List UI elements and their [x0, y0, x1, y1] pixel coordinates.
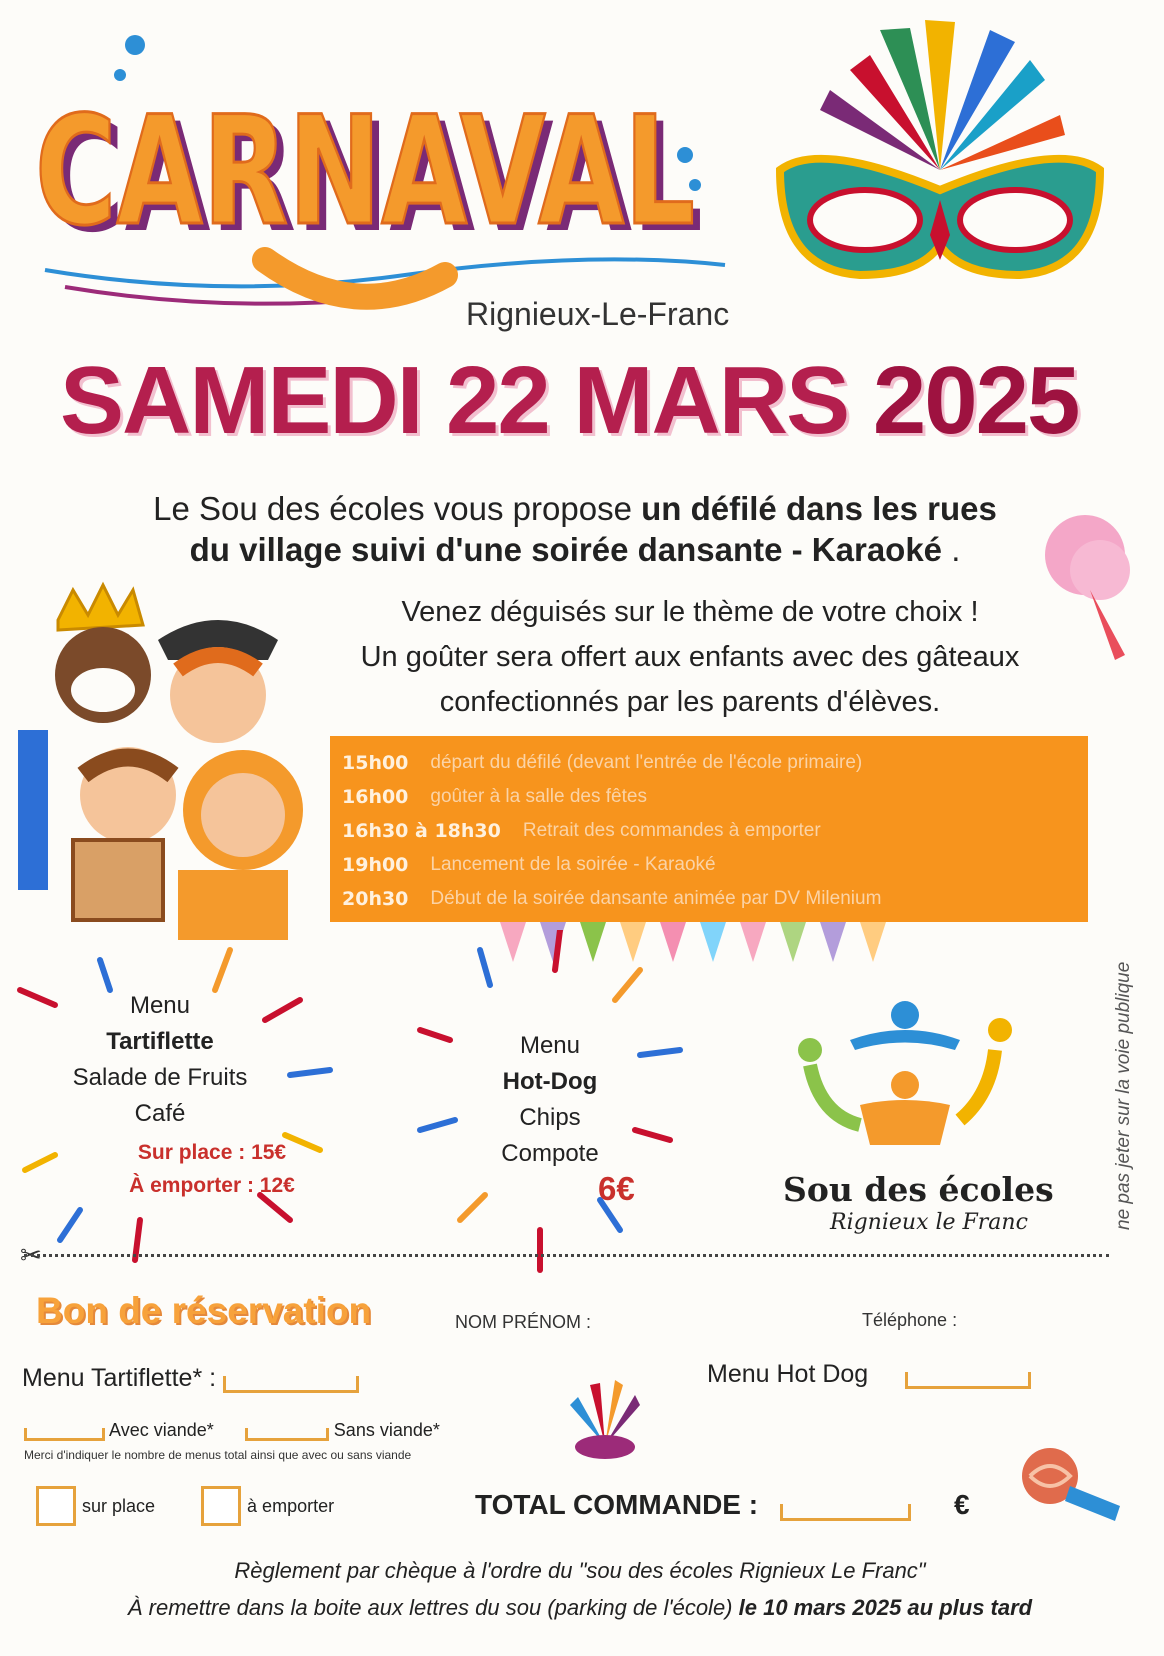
total-row — [475, 1489, 911, 1521]
schedule-row — [342, 746, 1076, 780]
footer-line1: Règlement par chèque à l'ordre du "sou des écoles Rignieux Le Franc" — [234, 1558, 926, 1583]
service-options-row — [36, 1486, 334, 1526]
footer-text — [40, 1552, 1120, 1626]
intro-line2-end: . — [942, 531, 961, 568]
details-line: confectionnés par les parents d'élèves. — [439, 686, 941, 718]
schedule-text: Début de la soirée dansante animée par DV Milenium — [430, 888, 882, 909]
intro-text — [60, 488, 1090, 570]
tartiflette-order-row — [22, 1364, 359, 1393]
carnival-mask-illustration — [760, 20, 1120, 320]
hotdog-quantity-field[interactable] — [905, 1372, 1031, 1389]
phone-label: Téléphone : — [862, 1310, 958, 1330]
with-meat-label: Avec viande* — [109, 1420, 214, 1440]
party-horn-icon — [1015, 1446, 1135, 1526]
hotdog-order-row — [707, 1360, 1031, 1389]
reservation-title: Bon de réservation — [36, 1290, 372, 1331]
org-name: Sou des écoles — [783, 1170, 1054, 1209]
with-meat-field[interactable] — [24, 1428, 105, 1441]
scissors-icon: ✂ — [20, 1240, 42, 1270]
schedule-text: goûter à la salle des fêtes — [430, 786, 647, 807]
intro-line1-plain: Le Sou des écoles vous propose — [153, 490, 642, 527]
schedule-text: Retrait des commandes à emporter — [522, 820, 821, 841]
cut-line — [24, 1254, 1109, 1257]
menu-item: Compote — [501, 1140, 599, 1167]
takeaway-label: à emporter — [247, 1495, 335, 1516]
tartiflette-quantity-field[interactable] — [223, 1376, 359, 1393]
menu-dish: Tartiflette — [106, 1028, 214, 1055]
intro-line1-bold: un défilé dans les rues — [641, 490, 997, 527]
location-subtitle: Rignieux-Le-Franc — [466, 296, 730, 332]
details-text — [290, 590, 1090, 725]
schedule-time: 15h00 — [342, 752, 409, 774]
kids-costume-illustration — [18, 580, 318, 940]
onsite-checkbox[interactable] — [36, 1486, 76, 1526]
event-date — [60, 346, 1078, 456]
schedule-row — [342, 814, 1076, 848]
name-label: NOM PRÉNOM : — [455, 1312, 592, 1332]
footer-line2-plain: À remettre dans la boite aux lettres du sou (parking de l'école) — [127, 1595, 739, 1620]
menu-hotdog-price: 6€ — [598, 1170, 635, 1207]
intro-line2-bold: du village suivi d'une soirée dansante - Karaoké — [189, 531, 943, 568]
price-takeaway: À emporter : 12€ — [129, 1174, 295, 1197]
details-line: Un goûter sera offert aux enfants avec des gâteaux — [360, 641, 1020, 673]
tartiflette-label: Menu Tartiflette* : — [22, 1364, 217, 1392]
carnaval-logo — [25, 25, 755, 335]
order-note: Merci d'indiquer le nombre de menus total ainsi que avec ou sans viande — [24, 1448, 412, 1462]
onsite-label: sur place — [82, 1495, 156, 1516]
feather-mask-icon — [560, 1375, 650, 1465]
takeaway-checkbox[interactable] — [201, 1486, 241, 1526]
schedule-box — [330, 736, 1088, 922]
schedule-text: départ du défilé (devant l'entrée de l'école primaire) — [430, 752, 863, 773]
menu-item: Chips — [519, 1104, 581, 1131]
svg-text:CARNAVAL: CARNAVAL — [43, 92, 703, 266]
details-line: Venez déguisés sur le thème de votre choix ! — [401, 596, 979, 628]
schedule-row — [342, 848, 1076, 882]
date-main: SAMEDI 22 MARS — [60, 347, 849, 454]
schedule-text: Lancement de la soirée - Karaoké — [430, 854, 716, 875]
price-onsite: Sur place : 15€ — [137, 1141, 287, 1164]
footer-deadline: le 10 mars 2025 au plus tard — [738, 1595, 1033, 1620]
footer-line2 — [40, 1589, 1120, 1626]
menu-tartiflette — [40, 988, 280, 1132]
svg-text:CARNAVAL: CARNAVAL — [35, 85, 695, 259]
menu-hotdog — [450, 1028, 650, 1172]
hotdog-label: Menu Hot Dog — [707, 1360, 869, 1388]
side-note: ne pas jeter sur la voie publique — [1113, 961, 1134, 1230]
total-field[interactable] — [780, 1504, 911, 1521]
schedule-row — [342, 780, 1076, 814]
menu-tartiflette-prices — [92, 1136, 332, 1202]
menu-heading: Menu — [519, 1032, 581, 1059]
sou-des-ecoles-logo — [790, 995, 1020, 1155]
menu-item: Salade de Fruits — [72, 1064, 248, 1091]
meat-options-row — [24, 1420, 440, 1441]
schedule-row — [342, 882, 1076, 916]
menu-item: Café — [134, 1100, 186, 1127]
org-subtitle: Rignieux le Franc — [830, 1210, 1028, 1235]
without-meat-field[interactable] — [245, 1428, 329, 1441]
menu-heading: Menu — [129, 992, 191, 1019]
schedule-time: 19h00 — [342, 854, 409, 876]
schedule-time: 16h00 — [342, 786, 409, 808]
date-year: 2025 — [872, 347, 1079, 454]
schedule-time: 20h30 — [342, 888, 409, 910]
currency-symbol: € — [954, 1489, 970, 1520]
total-label: TOTAL COMMANDE : — [475, 1489, 759, 1520]
schedule-time: 16h30 à 18h30 — [342, 820, 501, 842]
menu-dish: Hot-Dog — [502, 1068, 598, 1095]
without-meat-label: Sans viande* — [333, 1420, 440, 1440]
